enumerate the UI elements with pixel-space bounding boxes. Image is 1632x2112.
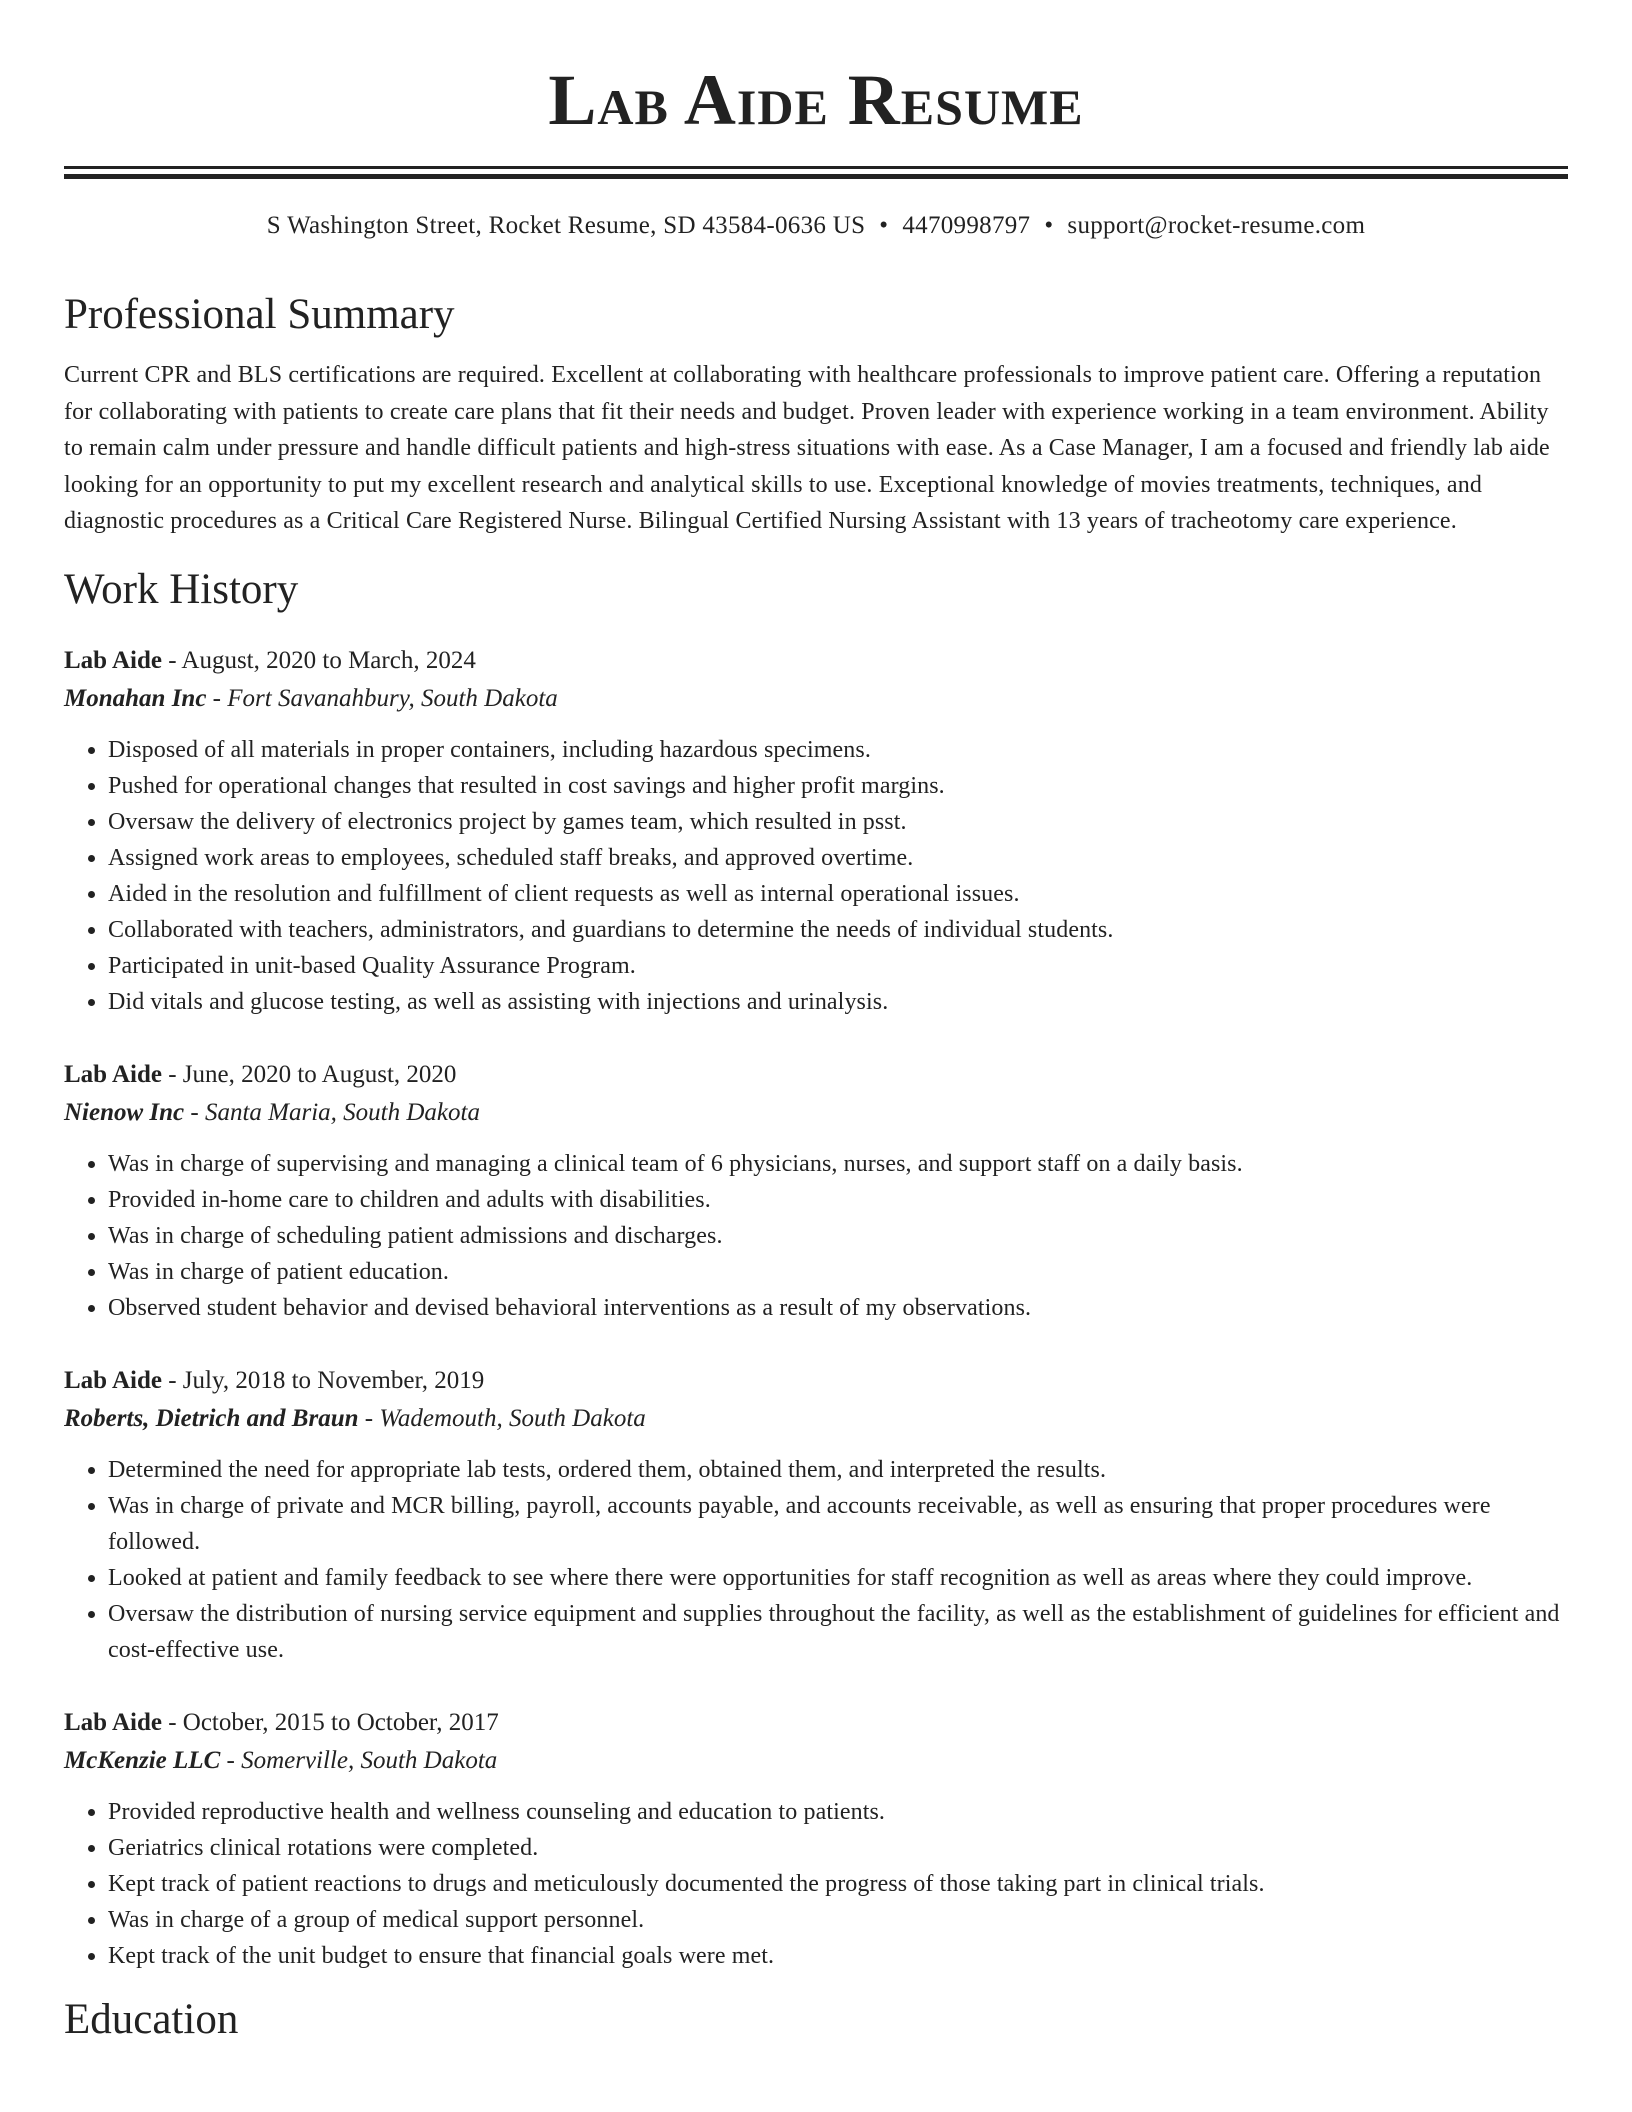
- job-company-line: [64, 680, 1568, 718]
- job-duty: • Was in charge of supervising and managing a clinical team of 6 physicians, nurses, and support staff on a daily basis.: [108, 1146, 1568, 1182]
- job-duty: • Oversaw the delivery of electronics project by games team, which resulted in psst.: [108, 804, 1568, 840]
- job-duty: • Was in charge of a group of medical support personnel.: [108, 1902, 1568, 1938]
- job-duty: • Kept track of patient reactions to drugs and meticulously documented the progress of those taking part in clinical trials.: [108, 1866, 1568, 1902]
- job-duty: • Looked at patient and family feedback to see where there were opportunities for staff recognition as well as areas where they could improve.: [108, 1560, 1568, 1596]
- job-dates: - October, 2015 to October, 2017: [161, 1708, 499, 1736]
- job-duty: • Disposed of all materials in proper containers, including hazardous specimens.: [108, 732, 1568, 768]
- job-location: - Somerville, South Dakota: [220, 1746, 498, 1774]
- job-duty: • Provided in-home care to children and adults with disabilities.: [108, 1182, 1568, 1218]
- work-history-heading: Work History: [64, 565, 299, 613]
- job-duty: • Assigned work areas to employees, scheduled staff breaks, and approved overtime.: [108, 840, 1568, 876]
- contact-separator: •: [879, 212, 889, 239]
- job-duties-list: [64, 1794, 1568, 1974]
- job-title-line: [64, 642, 1568, 680]
- job-entry: [64, 1362, 1568, 1668]
- job-duty: • Participated in unit-based Quality Assurance Program.: [108, 948, 1568, 984]
- job-location: - Wademouth, South Dakota: [358, 1404, 646, 1432]
- job-role: Lab Aide: [64, 1366, 162, 1394]
- job-title-line: [64, 1056, 1568, 1094]
- resume-page: [64, 0, 1568, 2048]
- contact-address: S Washington Street, Rocket Resume, SD 43584-0636 US: [266, 212, 866, 239]
- contact-line: [64, 209, 1568, 243]
- job-duties-list: [64, 1452, 1568, 1668]
- job-company-line: [64, 1094, 1568, 1132]
- job-role: Lab Aide: [64, 1708, 162, 1736]
- contact-email: support@rocket-resume.com: [1067, 212, 1366, 239]
- job-duty: • Was in charge of patient education.: [108, 1254, 1568, 1290]
- job-dates: - August, 2020 to March, 2024: [161, 646, 476, 674]
- job-duty: • Aided in the resolution and fulfillment of client requests as well as internal operational issues.: [108, 876, 1568, 912]
- job-duty: • Provided reproductive health and wellness counseling and education to patients.: [108, 1794, 1568, 1830]
- contact-phone: 4470998797: [902, 212, 1031, 239]
- job-duty: • Kept track of the unit budget to ensure that financial goals were met.: [108, 1938, 1568, 1974]
- job-duty: • Geriatrics clinical rotations were completed.: [108, 1830, 1568, 1866]
- job-entry: [64, 1056, 1568, 1326]
- job-company: Nienow Inc: [64, 1098, 185, 1126]
- job-title-line: [64, 1362, 1568, 1400]
- job-company: Monahan Inc: [64, 684, 207, 712]
- job-dates: - June, 2020 to August, 2020: [161, 1060, 457, 1088]
- summary-heading: Professional Summary: [64, 291, 455, 338]
- job-company: McKenzie LLC: [64, 1746, 221, 1774]
- contact-separator: •: [1044, 212, 1054, 239]
- job-entry: [64, 1704, 1568, 1974]
- job-dates: - July, 2018 to November, 2019: [161, 1366, 485, 1394]
- job-company: Roberts, Dietrich and Braun: [64, 1404, 359, 1432]
- summary-text: Current CPR and BLS certifications are required. Excellent at collaborating with healthcare professionals to improve patient care. Offering a reputation for collaborating with patients to create care plans that fit their needs and budget. Proven leader with experience working in a team environment. Ability to remain calm under pressure and handle difficult patients and high-stress situations with ease. As a Case Manager, I am a focused and friendly lab aide looking for an opportunity to put my excellent research and analytical skills to use. Exceptional knowledge of movies treatments, techniques, and diagnostic procedures as a Critical Care Registered Nurse. Bilingual Certified Nursing Assistant with 13 years of tracheotomy care experience.: [64, 362, 1550, 534]
- resume-title: Lab Aide Resume: [548, 60, 1084, 140]
- job-duties-list: [64, 732, 1568, 1020]
- job-duty: • Oversaw the distribution of nursing service equipment and supplies throughout the facility, as well as the establishment of guidelines for efficient and cost-effective use.: [108, 1596, 1568, 1668]
- job-entry: [64, 642, 1568, 1020]
- job-title-line: [64, 1704, 1568, 1742]
- job-duty: • Was in charge of scheduling patient admissions and discharges.: [108, 1218, 1568, 1254]
- job-company-line: [64, 1742, 1568, 1780]
- title-divider: [64, 166, 1568, 179]
- job-duty: • Collaborated with teachers, administrators, and guardians to determine the needs of individual students.: [108, 912, 1568, 948]
- job-duty: • Pushed for operational changes that resulted in cost savings and higher profit margins.: [108, 768, 1568, 804]
- job-role: Lab Aide: [64, 1060, 162, 1088]
- job-duty: • Observed student behavior and devised behavioral interventions as a result of my observations.: [108, 1290, 1568, 1326]
- education-heading: Education: [64, 1995, 239, 2043]
- job-duty: • Was in charge of private and MCR billing, payroll, accounts payable, and accounts receivable, as well as ensuring that proper procedures were followed.: [108, 1488, 1568, 1560]
- job-duty: • Determined the need for appropriate lab tests, ordered them, obtained them, and interpreted the results.: [108, 1452, 1568, 1488]
- job-location: - Fort Savanahbury, South Dakota: [206, 684, 558, 712]
- job-company-line: [64, 1400, 1568, 1438]
- job-duties-list: [64, 1146, 1568, 1326]
- job-role: Lab Aide: [64, 646, 162, 674]
- job-location: - Santa Maria, South Dakota: [184, 1098, 480, 1126]
- job-duty: • Did vitals and glucose testing, as well as assisting with injections and urinalysis.: [108, 984, 1568, 1020]
